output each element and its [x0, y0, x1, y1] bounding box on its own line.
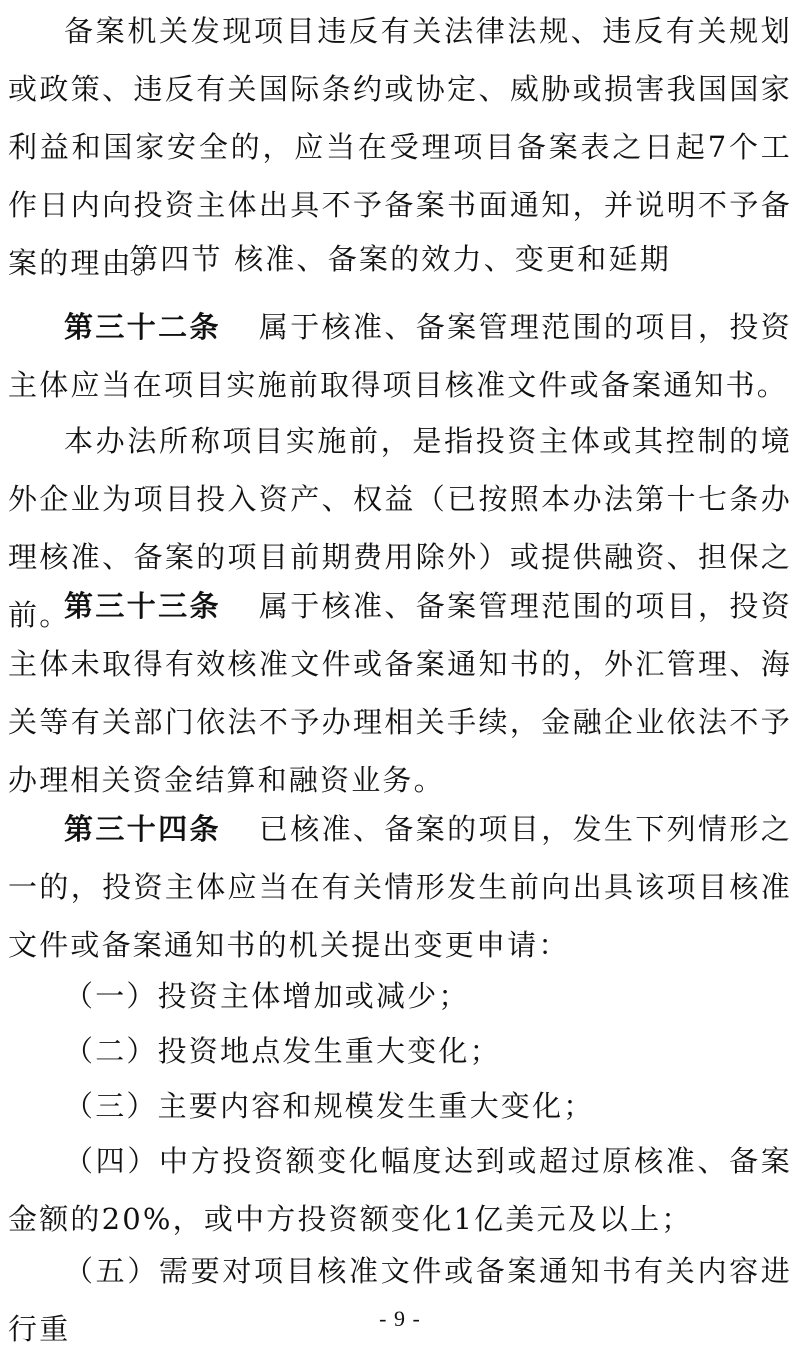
article-34-text: 已核准、备案的项目，发生下列情形之一的，投资主体应当在有关情形发生前向出具该项目核准文件或备案通知书的机关提出变更申请： [8, 812, 792, 962]
article-34-label: 第三十四条 [64, 812, 221, 846]
article-33-paragraph [8, 577, 792, 809]
article-32-text: 属于核准、备案管理范围的项目，投资主体应当在项目实施前取得项目核准文件或备案通知书。 [8, 310, 792, 402]
page-number: - 9 - [379, 1306, 421, 1331]
article-32-label: 第三十二条 [64, 310, 221, 344]
list-item: （二）投资地点发生重大变化； [64, 1034, 501, 1068]
article-33-text: 属于核准、备案管理范围的项目，投资主体未取得有效核准文件或备案通知书的，外汇管理、海关等有关部门依法不予办理相关手续，金融企业依法不予办理相关资金结算和融资业务。 [8, 589, 792, 797]
article-34-paragraph [8, 800, 792, 974]
article-32-paragraph-2: 本办法所称项目实施前，是指投资主体或其控制的境外企业为项目投入资产、权益（已按照本办法第十七条办理核准、备案的项目前期费用除外）或提供融资、担保之前。 [8, 424, 792, 632]
article-33-label: 第三十三条 [64, 589, 221, 623]
list-item: （四）中方投资额变化幅度达到或超过原核准、备案金额的20%，或中方投资额变化1亿美元及以上； [8, 1144, 792, 1236]
opening-paragraph: 备案机关发现项目违反有关法律法规、违反有关规划或政策、违反有关国际条约或协定、威胁或损害我国国家利益和国家安全的，应当在受理项目备案表之日起7个工作日内向投资主体出具不予备案书面通知，并说明不予备案的理由。 [8, 14, 792, 280]
list-item: （三）主要内容和规模发生重大变化； [64, 1089, 595, 1123]
section-heading: 第四节 核准、备案的效力、变更和延期 [129, 242, 671, 276]
list-item: （五）需要对项目核准文件或备案通知书有关内容进行重 [8, 1254, 792, 1346]
list-item: （一）投资主体增加或减少； [64, 979, 470, 1013]
article-32-paragraph [8, 298, 792, 414]
